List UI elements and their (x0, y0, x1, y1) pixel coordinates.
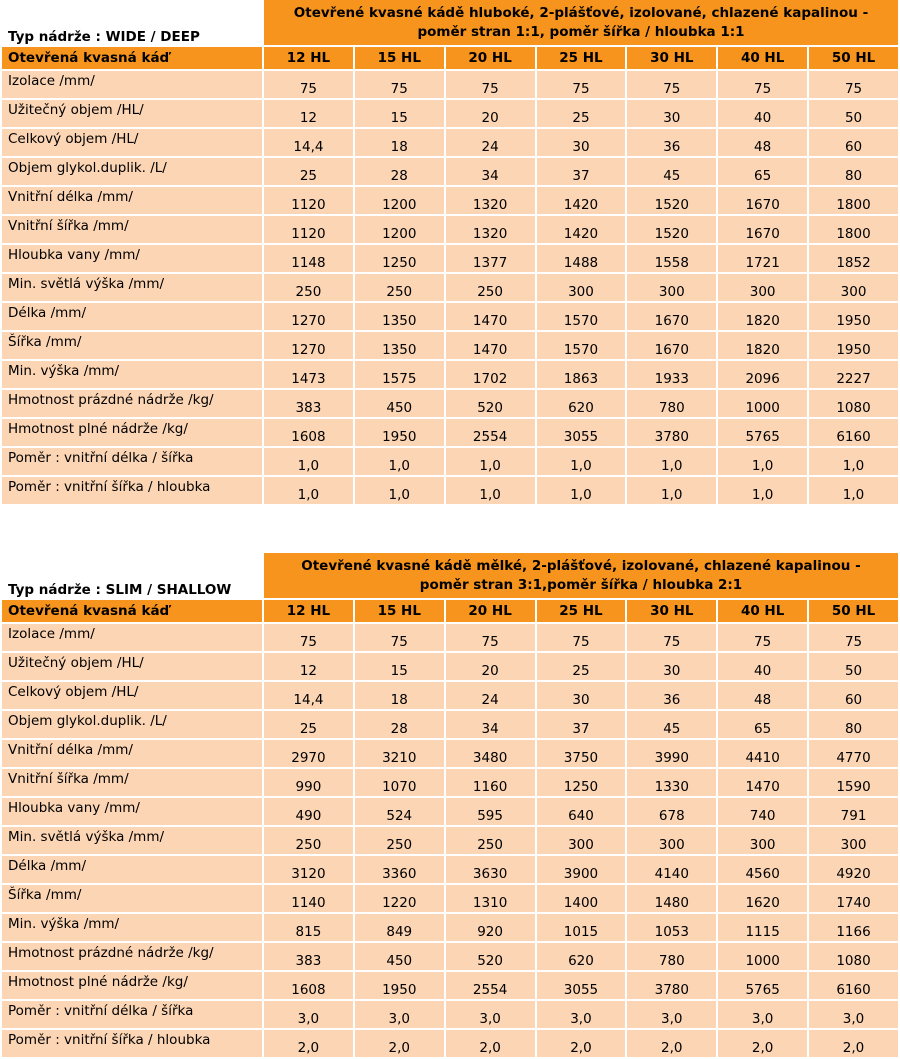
table-row (2, 972, 898, 999)
value-cell: 1350 (355, 303, 444, 330)
value-cell: 2,0 (627, 1030, 716, 1057)
row-label: Min. světlá výška /mm/ (2, 274, 262, 301)
table-row (2, 856, 898, 883)
row-label: Hloubka vany /mm/ (2, 798, 262, 825)
value-cell: 60 (809, 129, 898, 156)
value-cell: 12 (264, 653, 353, 680)
header-row (2, 0, 898, 45)
value-cell: 300 (537, 274, 626, 301)
table-row (2, 100, 898, 127)
value-cell: 2,0 (355, 1030, 444, 1057)
value-cell: 250 (355, 274, 444, 301)
capacity-header: 30 HL (627, 47, 716, 69)
capacity-header-row (2, 600, 898, 622)
table-row (2, 740, 898, 767)
value-cell: 28 (355, 158, 444, 185)
value-cell: 1377 (446, 245, 535, 272)
value-cell: 1,0 (446, 477, 535, 504)
value-cell: 1620 (718, 885, 807, 912)
capacity-header: 40 HL (718, 600, 807, 622)
table-row (2, 303, 898, 330)
value-cell: 1520 (627, 216, 716, 243)
value-cell: 1670 (718, 216, 807, 243)
table-row (2, 477, 898, 504)
value-cell: 300 (627, 274, 716, 301)
value-cell: 3780 (627, 419, 716, 446)
value-cell: 2,0 (446, 1030, 535, 1057)
value-cell: 1000 (718, 943, 807, 970)
capacity-header: 15 HL (355, 600, 444, 622)
value-cell: 3750 (537, 740, 626, 767)
tank-type-label: Typ nádrže : WIDE / DEEP (8, 29, 200, 45)
value-cell: 5765 (718, 972, 807, 999)
value-cell: 1740 (809, 885, 898, 912)
row-label: Celkový objem /HL/ (2, 129, 262, 156)
value-cell: 75 (264, 71, 353, 98)
table-row (2, 885, 898, 912)
value-cell: 1080 (809, 390, 898, 417)
value-cell: 37 (537, 711, 626, 738)
value-cell: 3,0 (355, 1001, 444, 1028)
value-cell: 1470 (718, 769, 807, 796)
value-cell: 75 (718, 71, 807, 98)
value-cell: 3630 (446, 856, 535, 883)
value-cell: 40 (718, 653, 807, 680)
value-cell: 6160 (809, 419, 898, 446)
value-cell: 75 (446, 624, 535, 651)
value-cell: 14,4 (264, 682, 353, 709)
table-row (2, 71, 898, 98)
table-row (2, 653, 898, 680)
row-label: Poměr : vnitřní délka / šířka (2, 448, 262, 475)
value-cell: 3,0 (627, 1001, 716, 1028)
value-cell: 1702 (446, 361, 535, 388)
value-cell: 75 (446, 71, 535, 98)
value-cell: 1420 (537, 187, 626, 214)
value-cell: 990 (264, 769, 353, 796)
value-cell: 3120 (264, 856, 353, 883)
value-cell: 14,4 (264, 129, 353, 156)
value-cell: 1160 (446, 769, 535, 796)
value-cell: 30 (627, 653, 716, 680)
value-cell: 1,0 (355, 477, 444, 504)
value-cell: 50 (809, 100, 898, 127)
value-cell: 1350 (355, 332, 444, 359)
capacity-header: 40 HL (718, 47, 807, 69)
row-label: Vnitřní délka /mm/ (2, 740, 262, 767)
value-cell: 920 (446, 914, 535, 941)
value-cell: 1950 (355, 972, 444, 999)
table-row (2, 129, 898, 156)
value-cell: 1220 (355, 885, 444, 912)
value-cell: 24 (446, 129, 535, 156)
value-cell: 2554 (446, 419, 535, 446)
value-cell: 640 (537, 798, 626, 825)
table-row (2, 1001, 898, 1028)
value-cell: 300 (627, 827, 716, 854)
value-cell: 75 (537, 71, 626, 98)
value-cell: 15 (355, 653, 444, 680)
table-row (2, 419, 898, 446)
value-cell: 45 (627, 711, 716, 738)
row-label: Vnitřní šířka /mm/ (2, 769, 262, 796)
row-label: Hmotnost prázdné nádrže /kg/ (2, 943, 262, 970)
value-cell: 1575 (355, 361, 444, 388)
table-row (2, 245, 898, 272)
value-cell: 36 (627, 682, 716, 709)
value-cell: 37 (537, 158, 626, 185)
value-cell: 1015 (537, 914, 626, 941)
value-cell: 1820 (718, 332, 807, 359)
value-cell: 2,0 (264, 1030, 353, 1057)
row-header-label: Otevřená kvasná káď (2, 47, 262, 69)
value-cell: 75 (355, 71, 444, 98)
capacity-header: 20 HL (446, 47, 535, 69)
value-cell: 1950 (809, 303, 898, 330)
value-cell: 4410 (718, 740, 807, 767)
value-cell: 1,0 (718, 448, 807, 475)
value-cell: 1,0 (264, 477, 353, 504)
value-cell: 2096 (718, 361, 807, 388)
value-cell: 620 (537, 943, 626, 970)
value-cell: 65 (718, 158, 807, 185)
value-cell: 1480 (627, 885, 716, 912)
value-cell: 1070 (355, 769, 444, 796)
value-cell: 1,0 (627, 477, 716, 504)
value-cell: 1,0 (718, 477, 807, 504)
row-label: Užitečný objem /HL/ (2, 100, 262, 127)
value-cell: 25 (264, 711, 353, 738)
value-cell: 1721 (718, 245, 807, 272)
value-cell: 1570 (537, 303, 626, 330)
value-cell: 1330 (627, 769, 716, 796)
value-cell: 18 (355, 682, 444, 709)
table-title: Otevřené kvasné kádě hluboké, 2-plášťové, izolované, chlazené kapalinou - poměr stran 1:1, poměr šířka / hloubka 1:1 (264, 0, 898, 45)
value-cell: 65 (718, 711, 807, 738)
value-cell: 36 (627, 129, 716, 156)
row-label: Délka /mm/ (2, 303, 262, 330)
row-label: Poměr : vnitřní šířka / hloubka (2, 477, 262, 504)
value-cell: 1166 (809, 914, 898, 941)
capacity-header: 50 HL (809, 47, 898, 69)
row-label: Užitečný objem /HL/ (2, 653, 262, 680)
value-cell: 300 (809, 274, 898, 301)
value-cell: 780 (627, 943, 716, 970)
value-cell: 4770 (809, 740, 898, 767)
value-cell: 1863 (537, 361, 626, 388)
value-cell: 1,0 (355, 448, 444, 475)
value-cell: 40 (718, 100, 807, 127)
row-label: Izolace /mm/ (2, 624, 262, 651)
value-cell: 20 (446, 653, 535, 680)
value-cell: 520 (446, 943, 535, 970)
value-cell: 50 (809, 653, 898, 680)
value-cell: 1608 (264, 972, 353, 999)
value-cell: 3210 (355, 740, 444, 767)
value-cell: 1080 (809, 943, 898, 970)
value-cell: 4140 (627, 856, 716, 883)
value-cell: 780 (627, 390, 716, 417)
value-cell: 1520 (627, 187, 716, 214)
capacity-header: 30 HL (627, 600, 716, 622)
value-cell: 1200 (355, 216, 444, 243)
value-cell: 34 (446, 711, 535, 738)
value-cell: 12 (264, 100, 353, 127)
value-cell: 2,0 (718, 1030, 807, 1057)
value-cell: 300 (537, 827, 626, 854)
row-label: Hmotnost prázdné nádrže /kg/ (2, 390, 262, 417)
value-cell: 1140 (264, 885, 353, 912)
value-cell: 815 (264, 914, 353, 941)
spec-table-deep (0, 0, 900, 506)
capacity-header: 25 HL (537, 47, 626, 69)
value-cell: 1200 (355, 187, 444, 214)
value-cell: 1590 (809, 769, 898, 796)
row-label: Vnitřní šířka /mm/ (2, 216, 262, 243)
row-label: Izolace /mm/ (2, 71, 262, 98)
row-label: Min. světlá výška /mm/ (2, 827, 262, 854)
value-cell: 450 (355, 390, 444, 417)
value-cell: 1270 (264, 332, 353, 359)
value-cell: 250 (264, 274, 353, 301)
value-cell: 2,0 (537, 1030, 626, 1057)
value-cell: 520 (446, 390, 535, 417)
value-cell: 4560 (718, 856, 807, 883)
value-cell: 2970 (264, 740, 353, 767)
value-cell: 1120 (264, 216, 353, 243)
row-label: Objem glykol.duplik. /L/ (2, 711, 262, 738)
value-cell: 1250 (537, 769, 626, 796)
value-cell: 75 (627, 71, 716, 98)
value-cell: 2227 (809, 361, 898, 388)
value-cell: 75 (627, 624, 716, 651)
value-cell: 1488 (537, 245, 626, 272)
value-cell: 1000 (718, 390, 807, 417)
value-cell: 80 (809, 158, 898, 185)
value-cell: 791 (809, 798, 898, 825)
value-cell: 3,0 (446, 1001, 535, 1028)
value-cell: 3360 (355, 856, 444, 883)
value-cell: 75 (809, 71, 898, 98)
value-cell: 383 (264, 943, 353, 970)
row-label: Poměr : vnitřní délka / šířka (2, 1001, 262, 1028)
table-row (2, 943, 898, 970)
value-cell: 75 (809, 624, 898, 651)
value-cell: 1558 (627, 245, 716, 272)
value-cell: 3990 (627, 740, 716, 767)
value-cell: 250 (355, 827, 444, 854)
value-cell: 300 (809, 827, 898, 854)
value-cell: 595 (446, 798, 535, 825)
value-cell: 300 (718, 827, 807, 854)
capacity-header: 12 HL (264, 47, 353, 69)
value-cell: 1,0 (537, 477, 626, 504)
value-cell: 1820 (718, 303, 807, 330)
value-cell: 1933 (627, 361, 716, 388)
table-row (2, 914, 898, 941)
value-cell: 1,0 (537, 448, 626, 475)
table-row (2, 624, 898, 651)
value-cell: 2,0 (809, 1030, 898, 1057)
value-cell: 1470 (446, 332, 535, 359)
value-cell: 1148 (264, 245, 353, 272)
value-cell: 1320 (446, 187, 535, 214)
row-label: Min. výška /mm/ (2, 914, 262, 941)
value-cell: 740 (718, 798, 807, 825)
value-cell: 48 (718, 682, 807, 709)
value-cell: 678 (627, 798, 716, 825)
value-cell: 300 (718, 274, 807, 301)
value-cell: 25 (537, 653, 626, 680)
value-cell: 1,0 (809, 477, 898, 504)
capacity-header: 50 HL (809, 600, 898, 622)
table-row (2, 769, 898, 796)
value-cell: 1053 (627, 914, 716, 941)
table-row (2, 1030, 898, 1057)
value-cell: 1115 (718, 914, 807, 941)
value-cell: 1800 (809, 216, 898, 243)
value-cell: 80 (809, 711, 898, 738)
value-cell: 3780 (627, 972, 716, 999)
value-cell: 1270 (264, 303, 353, 330)
value-cell: 1320 (446, 216, 535, 243)
value-cell: 20 (446, 100, 535, 127)
table-row (2, 361, 898, 388)
row-label: Hmotnost plné nádrže /kg/ (2, 419, 262, 446)
value-cell: 2554 (446, 972, 535, 999)
value-cell: 75 (355, 624, 444, 651)
table-row (2, 216, 898, 243)
table-row (2, 827, 898, 854)
value-cell: 75 (264, 624, 353, 651)
row-label: Hmotnost plné nádrže /kg/ (2, 972, 262, 999)
value-cell: 1950 (809, 332, 898, 359)
spec-table-shallow (0, 551, 900, 1059)
row-label: Vnitřní délka /mm/ (2, 187, 262, 214)
value-cell: 620 (537, 390, 626, 417)
capacity-header-row (2, 47, 898, 69)
value-cell: 75 (718, 624, 807, 651)
value-cell: 5765 (718, 419, 807, 446)
capacity-header: 12 HL (264, 600, 353, 622)
value-cell: 3055 (537, 972, 626, 999)
value-cell: 849 (355, 914, 444, 941)
row-header-label: Otevřená kvasná káď (2, 600, 262, 622)
value-cell: 3900 (537, 856, 626, 883)
value-cell: 450 (355, 943, 444, 970)
value-cell: 1800 (809, 187, 898, 214)
value-cell: 3,0 (809, 1001, 898, 1028)
value-cell: 48 (718, 129, 807, 156)
value-cell: 383 (264, 390, 353, 417)
value-cell: 1608 (264, 419, 353, 446)
table-title: Otevřené kvasné kádě mělké, 2-plášťové, izolované, chlazené kapalinou - poměr stran 3:1,poměr šířka / hloubka 2:1 (264, 553, 898, 598)
value-cell: 3055 (537, 419, 626, 446)
value-cell: 1,0 (627, 448, 716, 475)
value-cell: 250 (446, 274, 535, 301)
value-cell: 524 (355, 798, 444, 825)
value-cell: 250 (446, 827, 535, 854)
table-row (2, 448, 898, 475)
value-cell: 3480 (446, 740, 535, 767)
table-row (2, 187, 898, 214)
value-cell: 3,0 (264, 1001, 353, 1028)
value-cell: 1120 (264, 187, 353, 214)
table-row (2, 332, 898, 359)
row-label: Šířka /mm/ (2, 332, 262, 359)
value-cell: 25 (264, 158, 353, 185)
value-cell: 3,0 (537, 1001, 626, 1028)
value-cell: 75 (537, 624, 626, 651)
value-cell: 1670 (718, 187, 807, 214)
value-cell: 6160 (809, 972, 898, 999)
table-row (2, 274, 898, 301)
value-cell: 60 (809, 682, 898, 709)
table-row (2, 798, 898, 825)
value-cell: 1,0 (809, 448, 898, 475)
table-row (2, 390, 898, 417)
value-cell: 1250 (355, 245, 444, 272)
value-cell: 4920 (809, 856, 898, 883)
table-row (2, 682, 898, 709)
capacity-header: 20 HL (446, 600, 535, 622)
value-cell: 1950 (355, 419, 444, 446)
value-cell: 1670 (627, 303, 716, 330)
table-row (2, 158, 898, 185)
row-label: Celkový objem /HL/ (2, 682, 262, 709)
value-cell: 3,0 (718, 1001, 807, 1028)
row-label: Objem glykol.duplik. /L/ (2, 158, 262, 185)
value-cell: 45 (627, 158, 716, 185)
row-label: Šířka /mm/ (2, 885, 262, 912)
table-row (2, 711, 898, 738)
value-cell: 18 (355, 129, 444, 156)
value-cell: 1,0 (264, 448, 353, 475)
value-cell: 1470 (446, 303, 535, 330)
capacity-header: 15 HL (355, 47, 444, 69)
value-cell: 490 (264, 798, 353, 825)
value-cell: 28 (355, 711, 444, 738)
value-cell: 1570 (537, 332, 626, 359)
value-cell: 1670 (627, 332, 716, 359)
value-cell: 30 (537, 129, 626, 156)
header-row (2, 553, 898, 598)
value-cell: 1400 (537, 885, 626, 912)
row-label: Min. výška /mm/ (2, 361, 262, 388)
value-cell: 30 (537, 682, 626, 709)
value-cell: 1473 (264, 361, 353, 388)
value-cell: 1,0 (446, 448, 535, 475)
tank-type-label: Typ nádrže : SLIM / SHALLOW (8, 582, 232, 598)
row-label: Poměr : vnitřní šířka / hloubka (2, 1030, 262, 1057)
value-cell: 24 (446, 682, 535, 709)
value-cell: 250 (264, 827, 353, 854)
value-cell: 25 (537, 100, 626, 127)
value-cell: 1852 (809, 245, 898, 272)
value-cell: 34 (446, 158, 535, 185)
row-label: Délka /mm/ (2, 856, 262, 883)
value-cell: 30 (627, 100, 716, 127)
row-label: Hloubka vany /mm/ (2, 245, 262, 272)
value-cell: 1420 (537, 216, 626, 243)
value-cell: 1310 (446, 885, 535, 912)
capacity-header: 25 HL (537, 600, 626, 622)
value-cell: 15 (355, 100, 444, 127)
